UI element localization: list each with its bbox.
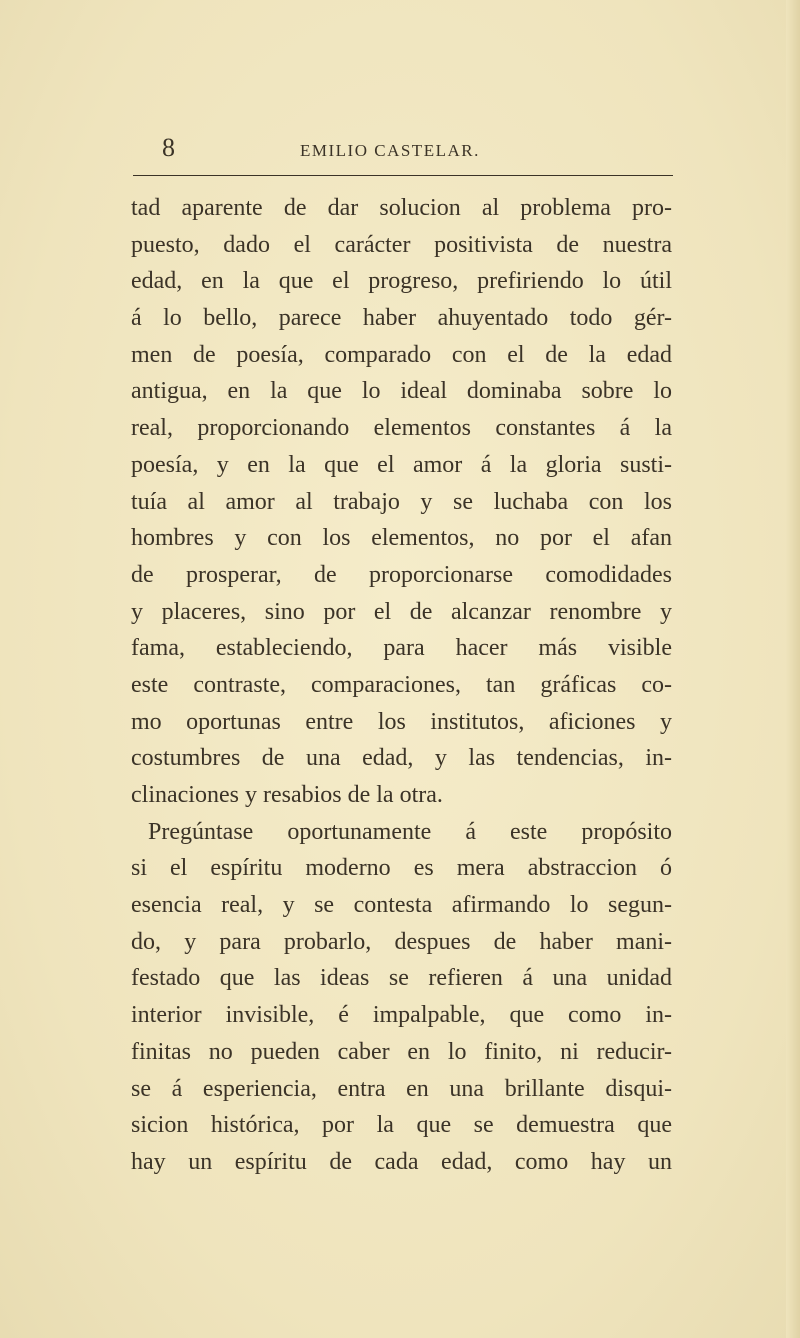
text-line: de prosperar, de proporcionarse comodidades <box>131 561 672 588</box>
page-number: 8 <box>162 133 175 162</box>
body-text <box>131 190 672 1181</box>
text-line: y placeres, sino por el de alcanzar renombre y <box>131 598 672 625</box>
text-line: á lo bello, parece haber ahuyentado todo gér- <box>131 305 672 332</box>
text-line: hay un espíritu de cada edad, como hay un <box>131 1148 672 1175</box>
text-line: esencia real, y se contesta afirmando lo segun- <box>131 892 672 919</box>
running-title: EMILIO CASTELAR. <box>300 141 480 160</box>
page-edge <box>786 0 800 1338</box>
text-line: si el espíritu moderno es mera abstraccion ó <box>131 855 672 882</box>
header-rule <box>133 175 673 176</box>
text-line: do, y para probarlo, despues de haber mani- <box>131 928 672 955</box>
text-line: clinaciones y resabios de la otra. <box>131 782 443 808</box>
text-line: este contraste, comparaciones, tan gráficas co- <box>131 671 672 698</box>
text-line: edad, en la que el progreso, prefiriendo lo útil <box>131 268 672 295</box>
text-line: men de poesía, comparado con el de la edad <box>131 341 672 368</box>
text-line: finitas no pueden caber en lo finito, ni reducir- <box>131 1038 672 1065</box>
text-line: se á esperiencia, entra en una brillante disqui- <box>131 1075 672 1102</box>
text-line: fama, estableciendo, para hacer más visible <box>131 635 672 662</box>
text-line: sicion histórica, por la que se demuestra que <box>131 1112 672 1139</box>
text-line: festado que las ideas se refieren á una unidad <box>131 965 672 992</box>
text-line: antigua, en la que lo ideal dominaba sobre lo <box>131 378 672 405</box>
text-line: costumbres de una edad, y las tendencias, in- <box>131 745 672 772</box>
text-line: Pregúntase oportunamente á este propósito <box>148 818 672 845</box>
text-line: tuía al amor al trabajo y se luchaba con los <box>131 488 672 515</box>
text-line: interior invisible, é impalpable, que como in- <box>131 1002 672 1029</box>
text-line: tad aparente de dar solucion al problema pro- <box>131 195 672 221</box>
text-line: poesía, y en la que el amor á la gloria susti- <box>131 451 672 478</box>
text-line: puesto, dado el carácter positivista de nuestra <box>131 231 672 258</box>
text-line: mo oportunas entre los institutos, aficiones y <box>131 708 672 735</box>
text-line: hombres y con los elementos, no por el afan <box>131 525 672 552</box>
text-line: real, proporcionando elementos constantes á la <box>131 415 672 442</box>
